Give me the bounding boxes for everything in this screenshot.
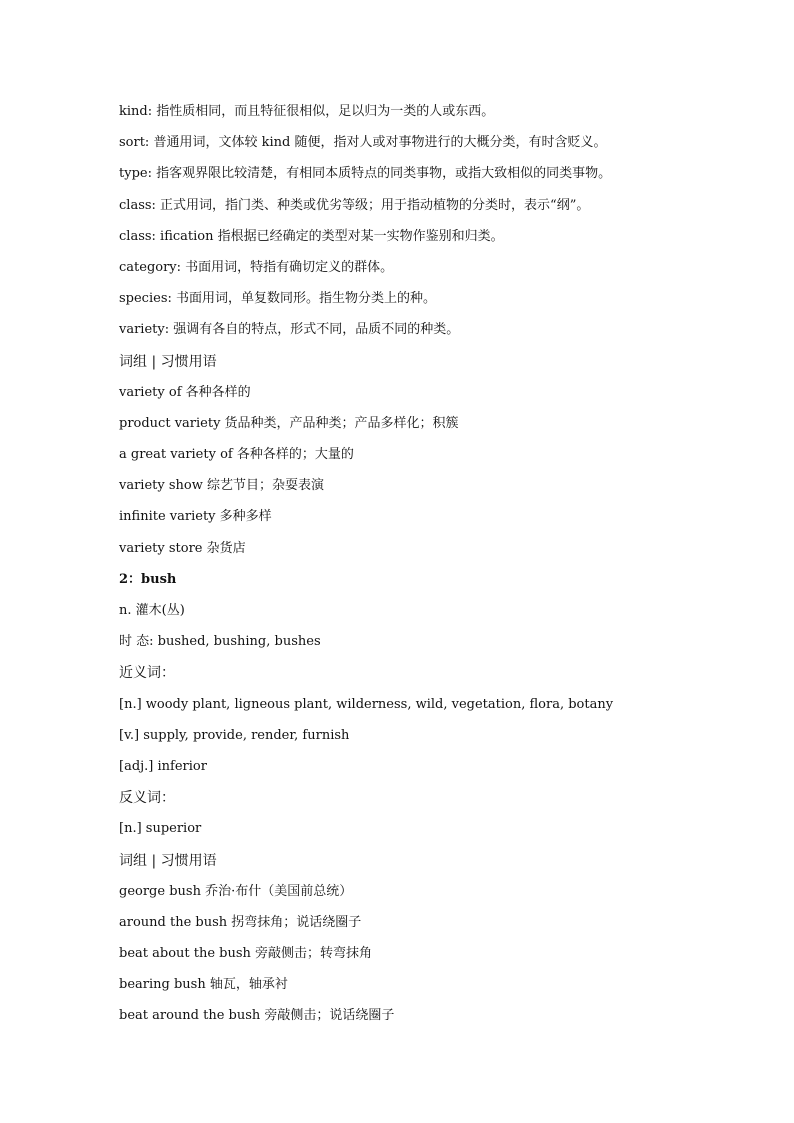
text-line: class: ification 指根据已经确定的类型对某一实物作鉴别和归类。	[119, 228, 504, 244]
text-line: george bush 乔治·布什（美国前总统）	[119, 883, 353, 899]
text-line: [n.] woody plant, ligneous plant, wilderness, wild, vegetation, flora, botany	[119, 696, 614, 712]
phrases-heading: 词组 | 习惯用语	[119, 353, 217, 370]
phrases-heading: 词组 | 习惯用语	[119, 852, 217, 869]
text-line: 时 态: bushed, bushing, bushes	[119, 634, 321, 650]
text-line: variety store 杂货店	[119, 540, 246, 556]
text-line: sort: 普通用词，文体较 kind 随便，指对人或对事物进行的大概分类，有时含贬义。	[119, 135, 607, 151]
text-line: type: 指客观界限比较清楚，有相同本质特点的同类事物，或指大致相似的同类事物。	[119, 166, 612, 182]
text-line: variety: 强调有各自的特点，形式不同，品质不同的种类。	[119, 322, 460, 338]
text-line: n. 灌木(丛)	[119, 603, 185, 618]
text-line: [n.] superior	[119, 821, 202, 837]
text-line: category: 书面用词，特指有确切定义的群体。	[119, 259, 394, 275]
text-line: a great variety of 各种各样的；大量的	[119, 447, 354, 463]
text-line: kind: 指性质相同，而且特征很相似，足以归为一类的人或东西。	[119, 104, 495, 119]
synonyms-heading: 近义词：	[119, 665, 175, 682]
text-line: beat around the bush 旁敲侧击；说话绕圈子	[119, 1008, 395, 1024]
text-line: variety show 综艺节目；杂耍表演	[119, 478, 324, 494]
text-line: product variety 货品种类，产品种类；产品多样化；积簇	[119, 415, 459, 431]
text-line: infinite variety 多种多样	[119, 509, 272, 525]
text-line: [v.] supply, provide, render, furnish	[119, 727, 350, 743]
text-line: [adj.] inferior	[119, 758, 207, 774]
text-line: species: 书面用词，单复数同形。指生物分类上的种。	[119, 291, 437, 307]
text-line: around the bush 拐弯抹角；说话绕圈子	[119, 914, 362, 930]
text-line: bearing bush 轴瓦，轴承衬	[119, 977, 288, 993]
text-line: class: 正式用词，指门类、种类或优劣等级；用于指动植物的分类时，表示“纲”。	[119, 197, 590, 213]
antonyms-heading: 反义词：	[119, 790, 175, 807]
section-heading: 2：bush	[119, 571, 177, 587]
document-body	[119, 101, 739, 1037]
text-line: beat about the bush 旁敲侧击；转弯抹角	[119, 946, 373, 962]
text-line: variety of 各种各样的	[119, 384, 251, 400]
